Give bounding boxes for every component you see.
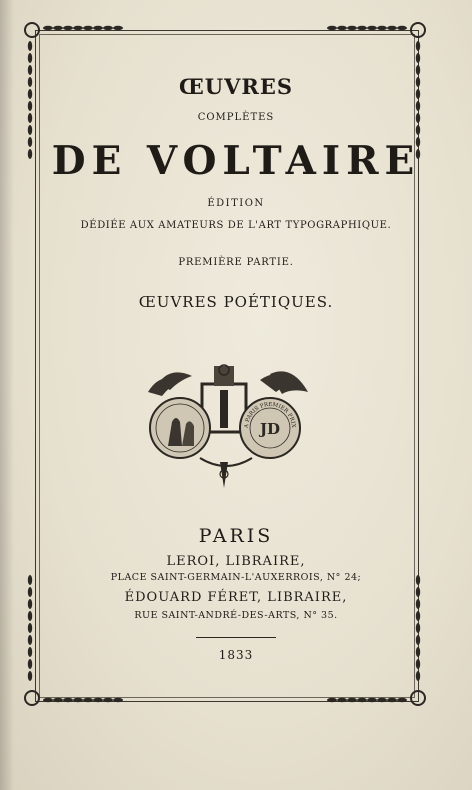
title-completes: COMPLÈTES	[197, 112, 275, 123]
part-label: PREMIÈRE PARTIE.	[178, 257, 294, 268]
imprint-address-2: RUE SAINT-ANDRÉ-DES-ARTS, N° 35.	[134, 610, 338, 621]
divider-rule	[196, 637, 276, 638]
medallion-inscription: A PARIS PREMIER PRIX	[243, 401, 297, 429]
imprint-address-1: PLACE SAINT-GERMAIN-L'AUXERROIS, N° 24;	[110, 572, 362, 583]
title-author: DE VOLTAIRE	[51, 138, 421, 184]
printer-vignette-icon	[140, 362, 312, 494]
imprint-year: 1833	[218, 648, 254, 662]
section-title: ŒUVRES POÉTIQUES.	[138, 293, 334, 311]
title-oeuvres: ŒUVRES	[178, 74, 293, 99]
imprint-publisher-2: ÉDOUARD FÉRET, LIBRAIRE,	[124, 590, 348, 605]
medallion-monogram: JD	[259, 420, 281, 438]
edition-label: ÉDITION	[207, 198, 265, 209]
imprint-publisher-1: LEROI, LIBRAIRE,	[166, 554, 306, 569]
imprint-city: PARIS	[198, 525, 274, 547]
dedication-line: DÉDIÉE AUX AMATEURS DE L'ART TYPOGRAPHIQUE.	[80, 220, 392, 231]
